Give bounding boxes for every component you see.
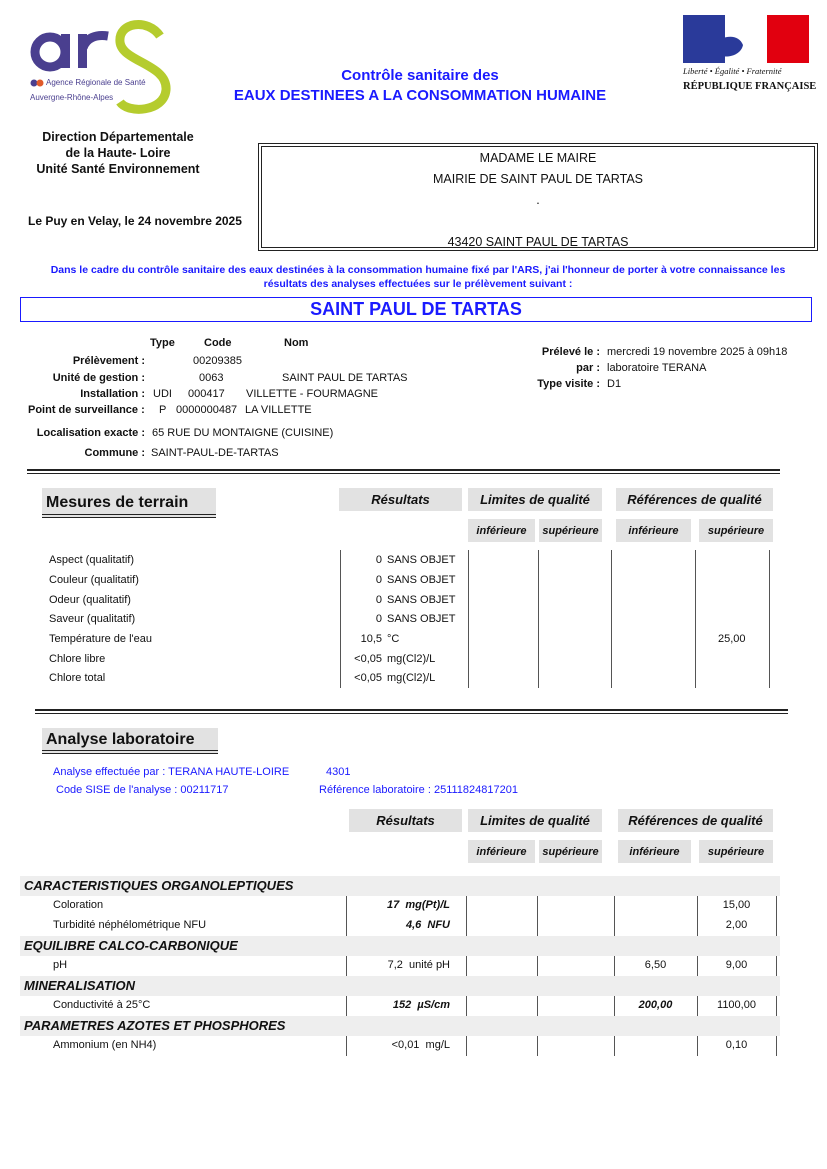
installation-type: UDI xyxy=(153,388,172,400)
subheader-limite-inferieure: inférieure xyxy=(468,840,535,863)
ref-inferieure: 200,00 xyxy=(638,999,673,1011)
category-header: PARAMETRES AZOTES ET PHOSPHORES xyxy=(20,1016,780,1036)
intro-line2: résultats des analyses effectuées sur le prélèvement suivant : xyxy=(263,278,573,290)
header-resultats: Résultats xyxy=(349,809,462,832)
visite-label: Type visite : xyxy=(537,378,600,390)
ref-superieure: 1100,00 xyxy=(717,999,756,1011)
preleve: mercredi 19 novembre 2025 à 09h18 xyxy=(607,346,788,358)
category-header: MINERALISATION xyxy=(20,976,780,996)
visite: D1 xyxy=(607,378,622,390)
column-divider xyxy=(346,896,347,916)
column-divider xyxy=(614,916,615,936)
subheader-limite-superieure: supérieure xyxy=(539,519,602,542)
param-name: Coloration xyxy=(53,899,104,911)
param-value: 0 xyxy=(375,594,382,606)
column-divider xyxy=(776,916,777,936)
sender-line1: Direction Départementale xyxy=(42,130,194,144)
address-line4: 43420 SAINT PAUL DE TARTAS xyxy=(447,235,629,249)
param-name: pH xyxy=(53,959,68,971)
column-divider xyxy=(537,1036,538,1056)
col-nom: Nom xyxy=(284,337,309,349)
installation-nom: VILLETTE - FOURMAGNE xyxy=(246,388,379,400)
localisation-label: Localisation exacte : xyxy=(36,427,145,439)
column-divider xyxy=(776,956,777,976)
localisation: 65 RUE DU MONTAIGNE (CUISINE) xyxy=(152,427,334,439)
subheader-reference-superieure: supérieure xyxy=(699,840,773,863)
table-row xyxy=(0,1036,827,1056)
subheader-reference-inferieure: inférieure xyxy=(616,519,691,542)
table-row xyxy=(0,916,827,936)
param-unit: mg(Cl2)/L xyxy=(387,672,436,684)
column-divider xyxy=(614,1036,615,1056)
table-row xyxy=(0,594,827,612)
labo-ref: Référence laboratoire : 25111824817201 xyxy=(319,784,518,796)
ref-superieure: 2,00 xyxy=(725,919,748,931)
column-divider xyxy=(466,1036,467,1056)
commune: SAINT-PAUL-DE-TARTAS xyxy=(151,447,279,459)
intro-line1: Dans le cadre du contrôle sanitaire des eaux destinées à la consommation humaine fixé par l'ARS, j'ai l'honneur de porter à votre connaissance les xyxy=(50,264,786,276)
sender-line3: Unité Santé Environnement xyxy=(36,162,200,176)
column-divider xyxy=(466,996,467,1016)
param-value: 152 µS/cm xyxy=(392,999,450,1011)
param-name: Saveur (qualitatif) xyxy=(49,613,136,625)
address-box xyxy=(258,143,818,251)
column-divider xyxy=(466,916,467,936)
param-name: Ammonium (en NH4) xyxy=(53,1039,157,1051)
prelevement-code: 00209385 xyxy=(193,355,242,367)
param-name: Température de l'eau xyxy=(49,633,152,645)
param-name: Conductivité à 25°C xyxy=(53,999,151,1011)
ars-logo-sub1: Agence Régionale de Santé xyxy=(46,78,146,87)
table-row xyxy=(0,554,827,572)
param-name: Chlore libre xyxy=(49,653,106,665)
param-unit: mg(Cl2)/L xyxy=(387,653,436,665)
ref-superieure: 9,00 xyxy=(725,959,748,971)
ref-superieure: 15,00 xyxy=(722,899,751,911)
column-divider xyxy=(614,896,615,916)
subheader-reference-inferieure: inférieure xyxy=(618,840,691,863)
param-value: 0 xyxy=(375,574,382,586)
subheader-limite-superieure: supérieure xyxy=(539,840,602,863)
param-unit: °C xyxy=(387,633,400,645)
subheader-limite-inferieure: inférieure xyxy=(468,519,535,542)
labo-by-code: 4301 xyxy=(326,766,351,778)
header-limites-qualite: Limites de qualité xyxy=(468,488,602,511)
column-divider xyxy=(346,916,347,936)
republique-francaise-logo xyxy=(683,15,817,97)
labo-sise: Code SISE de l'analyse : 00211717 xyxy=(56,784,229,796)
param-unit: SANS OBJET xyxy=(387,574,456,586)
header-resultats: Résultats xyxy=(339,488,462,511)
par-label: par : xyxy=(576,362,600,374)
unite-code: 0063 xyxy=(199,372,224,384)
unite-nom: SAINT PAUL DE TARTAS xyxy=(282,372,408,384)
param-name: Chlore total xyxy=(49,672,106,684)
commune-label: Commune : xyxy=(84,447,145,459)
divider xyxy=(35,709,788,714)
header-references-qualite: Références de qualité xyxy=(616,488,773,511)
param-value: 7,2 unité pH xyxy=(387,959,450,971)
param-value: 10,5 xyxy=(360,633,382,645)
column-divider xyxy=(776,996,777,1016)
param-name: Turbidité néphélométrique NFU xyxy=(53,919,207,931)
table-row xyxy=(0,653,827,671)
param-unit: SANS OBJET xyxy=(387,594,456,606)
column-divider xyxy=(776,896,777,916)
column-divider xyxy=(537,996,538,1016)
unite-label: Unité de gestion : xyxy=(52,372,145,384)
column-divider xyxy=(346,1036,347,1056)
column-divider xyxy=(537,956,538,976)
param-name: Couleur (qualitatif) xyxy=(49,574,139,586)
col-type: Type xyxy=(150,337,175,349)
table-row xyxy=(0,613,827,631)
doc-title-line2: EAUX DESTINEES A LA CONSOMMATION HUMAINE xyxy=(233,87,607,104)
column-divider xyxy=(776,1036,777,1056)
col-code: Code xyxy=(204,337,232,349)
column-divider xyxy=(537,896,538,916)
param-value: 17 mg(Pt)/L xyxy=(387,899,450,911)
param-value: 0 xyxy=(375,613,382,625)
table-row xyxy=(0,896,827,916)
param-name: Odeur (qualitatif) xyxy=(49,594,131,606)
preleve-label: Prélevé le : xyxy=(541,346,600,358)
table-row xyxy=(0,574,827,592)
param-value: <0,05 xyxy=(354,653,382,665)
place-date: Le Puy en Velay, le 24 novembre 2025 xyxy=(28,214,242,228)
column-divider xyxy=(466,956,467,976)
point-label: Point de surveillance : xyxy=(28,404,145,416)
param-value: 0 xyxy=(375,554,382,566)
table-row xyxy=(0,956,827,976)
param-value: <0,05 xyxy=(354,672,382,684)
point-type: P xyxy=(159,404,167,416)
column-divider xyxy=(346,956,347,976)
category-header: EQUILIBRE CALCO-CARBONIQUE xyxy=(20,936,780,956)
ref-inferieure: 6,50 xyxy=(644,959,667,971)
section-mesures-terrain: Mesures de terrain xyxy=(42,488,216,518)
table-row xyxy=(0,996,827,1016)
doc-title-line1: Contrôle sanitaire des xyxy=(341,67,499,84)
param-name: Aspect (qualitatif) xyxy=(49,554,134,566)
param-value: 4,6 NFU xyxy=(405,919,450,931)
marianne-flag-icon xyxy=(683,15,809,63)
param-unit: SANS OBJET xyxy=(387,613,456,625)
address-line3: . xyxy=(536,193,540,207)
labo-by: Analyse effectuée par : TERANA HAUTE-LOIRE xyxy=(53,766,290,778)
header-references-qualite: Références de qualité xyxy=(618,809,773,832)
param-value: <0,01 mg/L xyxy=(391,1039,450,1051)
point-code: 0000000487 xyxy=(176,404,238,416)
ars-logo-sub2: Auvergne-Rhône-Alpes xyxy=(30,93,114,102)
prelevement-label: Prélèvement : xyxy=(72,355,145,367)
table-row xyxy=(0,633,827,651)
ref-superieure: 25,00 xyxy=(718,633,746,645)
category-header: CARACTERISTIQUES ORGANOLEPTIQUES xyxy=(20,876,780,896)
table-row xyxy=(0,672,827,690)
column-divider xyxy=(346,996,347,1016)
commune-title-box: SAINT PAUL DE TARTAS xyxy=(20,297,812,322)
section-analyse-laboratoire: Analyse laboratoire xyxy=(42,728,218,754)
column-divider xyxy=(466,896,467,916)
republique-name: RÉPUBLIQUE FRANÇAISE xyxy=(683,81,817,92)
point-nom: LA VILLETTE xyxy=(245,404,312,416)
subheader-reference-superieure: supérieure xyxy=(699,519,773,542)
sender-line2: de la Haute- Loire xyxy=(65,146,171,160)
column-divider xyxy=(537,916,538,936)
par: laboratoire TERANA xyxy=(607,362,707,374)
header-limites-qualite: Limites de qualité xyxy=(468,809,602,832)
address-line2: MAIRIE DE SAINT PAUL DE TARTAS xyxy=(432,172,643,186)
param-unit: SANS OBJET xyxy=(387,554,456,566)
ref-superieure: 0,10 xyxy=(725,1039,748,1051)
motto: Liberté • Égalité • Fraternité xyxy=(683,66,782,76)
divider xyxy=(27,469,780,474)
address-line1: MADAME LE MAIRE xyxy=(479,151,597,165)
installation-code: 000417 xyxy=(188,388,225,400)
installation-label: Installation : xyxy=(80,388,145,400)
